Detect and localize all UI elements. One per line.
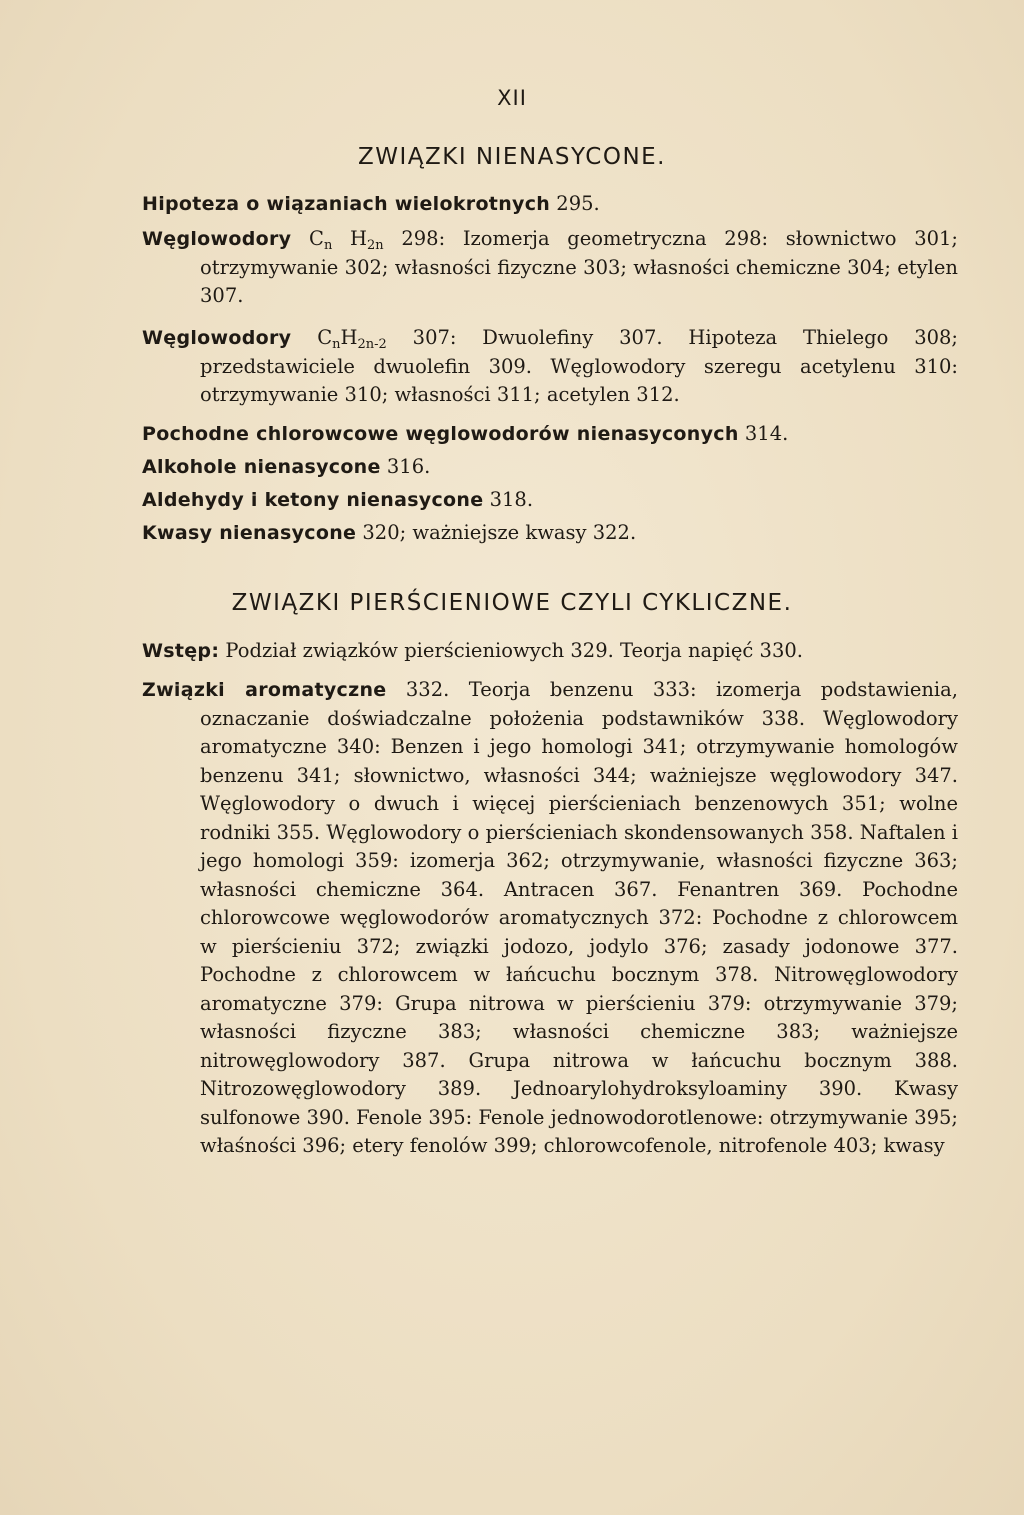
toc-entry <box>142 519 958 548</box>
entry-lead: Hipoteza o wiązaniach wielokrotnych <box>142 193 551 215</box>
toc-entry <box>142 453 958 482</box>
formula: $C_nH_{2n-2}$ <box>317 326 387 352</box>
entry-text: 318. <box>483 488 534 511</box>
entry-lead: Kwasy nienasycone <box>142 522 357 544</box>
entry-text: 295. <box>550 192 600 215</box>
section-title-unsaturated: ZWIĄZKI NIENASYCONE. <box>357 144 666 170</box>
page-number: XII <box>497 86 527 110</box>
entry-text: 320; ważniejsze kwasy 322. <box>356 521 637 544</box>
toc-entry <box>142 486 958 515</box>
entry-lead: Pochodne chlorowcowe węglowodorów nienasyconych <box>142 423 739 445</box>
toc-entry <box>142 190 958 219</box>
entry-text: 307: Dwuolefiny 307. Hipoteza Thielego 308; przedstawiciele dwuolefin 309. Węglowodory szeregu acetylenu 310: otrzymywanie 310; własności 311; acetylen 312. <box>200 326 958 406</box>
toc-entry <box>142 324 958 410</box>
entry-lead: Aldehydy i ketony nienasycone <box>142 489 484 511</box>
entry-text: Podział związków pierścieniowych 329. Teorja napięć 330. <box>219 639 803 662</box>
formula: $C_n$ $H_{2n}$ <box>309 227 384 253</box>
entry-text: 316. <box>380 455 431 478</box>
entry-lead: Węglowodory <box>142 228 292 250</box>
entry-lead: Węglowodory <box>142 327 292 349</box>
entry-text: 314. <box>738 422 789 445</box>
entry-lead: Alkohole nienasycone <box>142 456 381 478</box>
entry-lead: Związki aromatyczne <box>142 679 387 701</box>
toc-entry <box>142 225 958 311</box>
entry-text: 298: Izomerja geometryczna 298: słownictwo 301; otrzymywanie 302; własności fizyczne 303; własności chemiczne 304; etylen 307. <box>200 227 958 307</box>
toc-entry <box>142 420 958 449</box>
section-title-cyclic: ZWIĄZKI PIERŚCIENIOWE CZYLI CYKLICZNE. <box>231 590 793 616</box>
toc-entry <box>142 676 958 1161</box>
toc-entry <box>142 637 958 666</box>
entry-lead: Wstęp: <box>142 640 220 662</box>
entry-text: 332. Teorja benzenu 333: izomerja podstawienia, oznaczanie doświadczalne położenia podstawników 338. Węglowodory aromatyczne 340: Benzen i jego homologi 341; otrzymywanie homologów benzenu 341; słownictwo, własności 344; ważniejsze węglowodory 347. Węglowodory o dwuch i więcej pierścieniach benzenowych 351; wolne rodniki 355. Węglowodory o pierścieniach skondensowanych 358. Naftalen i jego homologi 359: izomerja 362; otrzymywanie, własności fizyczne 363; własności chemiczne 364. Antracen 367. Fenantren 369. Pochodne chlorowcowe węglowodorów aromatycznych 372: Pochodne z chlorowcem w pierścieniu 372; związki jodozo, jodylo 376; zasady jodonowe 377. Pochodne z chlorowcem w łańcuchu bocznym 378. Nitrowęglowodory aromatyczne 379: Grupa nitrowa w pierścieniu 379: otrzymywanie 379; własności fizyczne 383; własności chemiczne 383; ważniejsze nitrowęglowodory 387. Grupa nitrowa w łańcuchu bocznym 388. Nitrozowęglowodory 389. Jednoarylohydroksyloaminy 390. Kwasy sulfonowe 390. Fenole 395: Fenole jednowodorotlenowe: otrzymywanie 395; właśności 396; etery fenolów 399; chlorowcofenole, nitrofenole 403; kwasy <box>200 678 958 1157</box>
